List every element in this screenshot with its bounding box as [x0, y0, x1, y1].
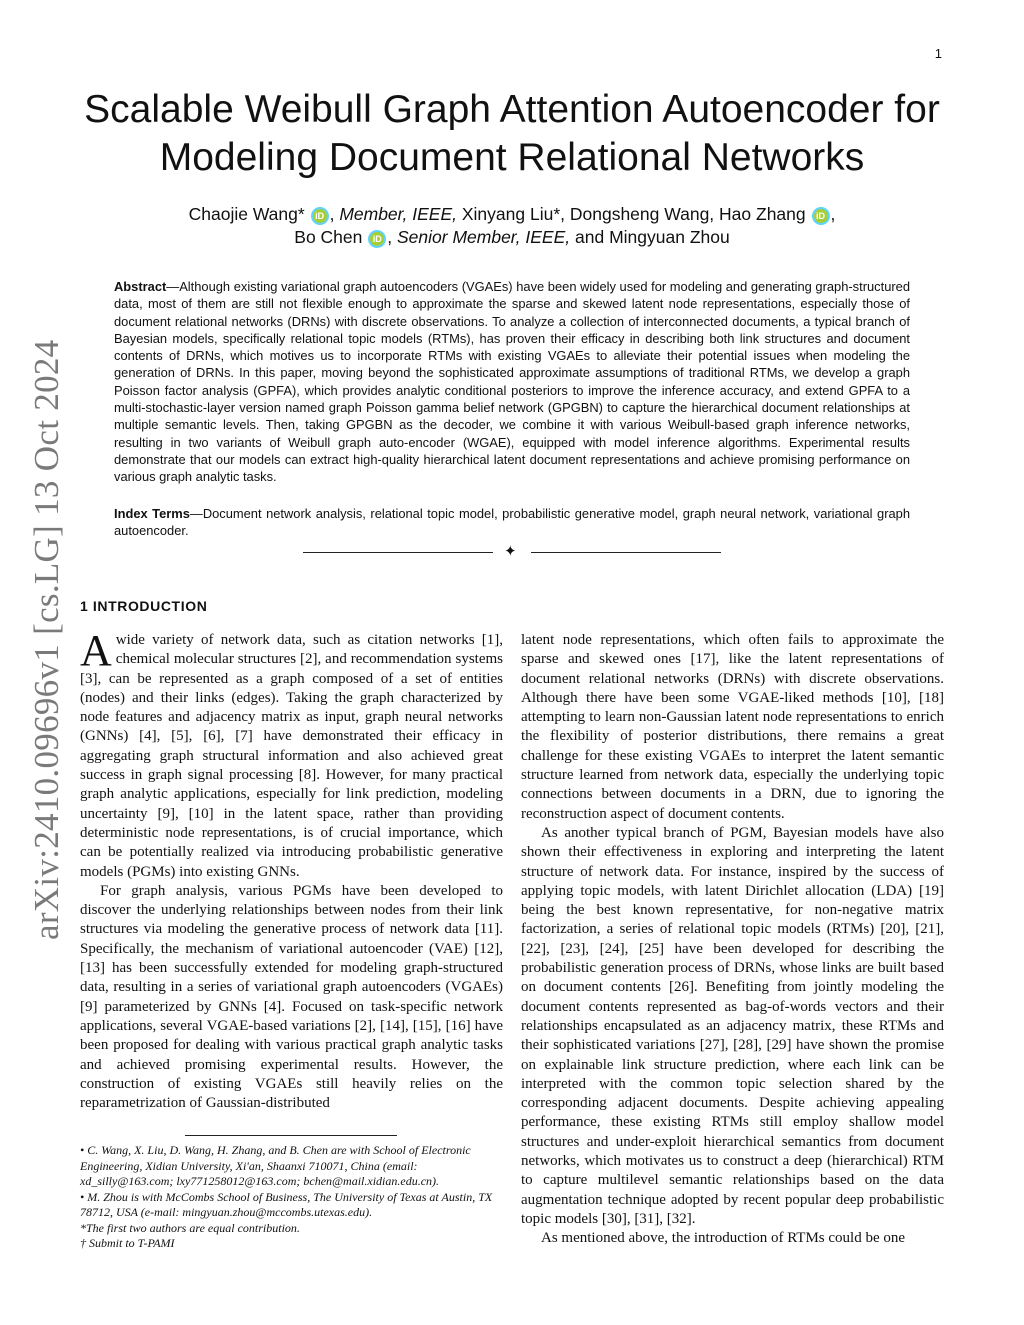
body-column-right: [521, 631, 944, 1249]
footnote: • M. Zhou is with McCombs School of Business, The University of Texas at Austin, TX 78712, USA (e-mail: mingyuan.zhou@mccombs.utexas.edu).: [80, 1189, 493, 1219]
author-5-membership: Senior Member, IEEE,: [397, 227, 571, 247]
footnote-rule: [185, 1135, 397, 1136]
page-number: 1: [934, 46, 942, 61]
paragraph: As mentioned above, the introduction of RTMs could be one: [541, 1230, 906, 1247]
body-column-left: [80, 626, 503, 1113]
footnote: † Submit to T-PAMI: [80, 1236, 175, 1250]
orcid-icon[interactable]: iD: [311, 207, 329, 225]
author-5: Bo Chen: [294, 227, 363, 247]
author-last: and Mingyuan Zhou: [575, 227, 730, 247]
orcid-icon[interactable]: iD: [368, 230, 386, 248]
abstract-label: Abstract: [114, 279, 167, 294]
abstract-text: —Although existing variational graph autoencoders (VGAEs) have been widely used for modeling and generating graph-structured data, most of them are still not flexible enough to approximate the sparse and skewed latent node representations, especially those of document relational networks (DRNs) with discrete observations. To analyze a collection of interconnected documents, a typical branch of Bayesian models, specifically relational topic models (RTMs), has proven their efficacy in describing both link structures and document contents of DRNs, which motives us to incorporate RTMs with existing VGAEs to alleviate their potential issues when modeling the generation of DRNs. In this paper, moving beyond the sophisticated approximate assumptions of traditional RTMs, we develop a graph Poisson factor analysis (GPFA), which provides analytic conditional posteriors to improve the inference accuracy, and extend GPFA to a multi-stochastic-layer version named graph Poisson gamma belief network (GPGBN) to capture the hierarchical document relationships at multiple semantic levels. Then, taking GPGBN as the decoder, we combine it with various Weibull-based graph inference networks, resulting in two variants of Weibull graph auto-encoder (WGAE), equipped with model inference algorithms. Experimental results demonstrate that our models can extract high-quality hierarchical latent document representations and achieve promising performance on various graph analytic tasks.: [114, 279, 910, 485]
author-1: Chaojie Wang*: [188, 204, 305, 224]
paragraph: [80, 626, 503, 882]
orcid-icon[interactable]: iD: [812, 207, 830, 225]
author-1-membership: Member, IEEE,: [339, 204, 457, 224]
abstract: [114, 278, 910, 486]
footnotes: [80, 1143, 503, 1252]
footnote: *The first two authors are equal contribution.: [80, 1220, 300, 1235]
index-terms: [114, 505, 910, 540]
separator-diamond-icon: ✦: [504, 543, 517, 560]
authors-2-to-4: Xinyang Liu*, Dongsheng Wang, Hao Zhang: [461, 204, 806, 224]
separator-rule-left: [303, 552, 493, 553]
paper-title: [60, 86, 964, 182]
arxiv-identifier-stamp: arXiv:2410.09696v1 [cs.LG] 13 Oct 2024: [27, 339, 66, 940]
author-list: Chaojie Wang* iD , Member, IEEE, Xinyang Liu*, Dongsheng Wang, Hao Zhang iD , Bo Chen iD , Senior Member, IEEE, and Mingyuan Zhou: [188, 204, 836, 247]
index-terms-text: —Document network analysis, relational topic model, probabilistic generative model, graph neural network, variational graph autoencoder.: [114, 506, 911, 539]
title-line-1: Scalable Weibull Graph Attention Autoencoder for: [84, 88, 940, 131]
paragraph: As another typical branch of PGM, Bayesian models have also shown their effectiveness in exploring and interpreting the latent structure of network data. For instance, inspired by the success of applying topic models, with latent Dirichlet allocation (LDA) [19] being the best known representative, for non-negative matrix factorization, a series of relational topic models (RTMs) [20], [21], [22], [23], [24], [25] have been developed for describing the probabilistic generation process of DRNs, whose links are built based on document contents [26]. Benefiting from jointly modeling the document contents represented as bag-of-words vectors and their relationships encapsulated as an adjacency matrix, these RTMs and their sophisticated variations [27], [28], [29] have shown the promise on explainable link structure prediction, where each link can be interpreted with the common topic selection shared by the corresponding adjacent documents. Despite achieving appealing performance, these existing RTMs still employ shallow model structures and under-exploit hierarchical semantics from document networks, which motivates us to construct a deep (hierarchical) RTM to capture multilevel semantic relationships based on the data augmentation technique adopted by recent popular deep probabilistic topic models [30], [31], [32].: [521, 824, 944, 1227]
footnote: • C. Wang, X. Liu, D. Wang, H. Zhang, and B. Chen are with School of Electronic Engineering, Xidian University, Xi'an, Shaanxi 710071, China (email: xd_silly@163.com; lxy771258012@163.com; bchen@mail.xidian.edu.cn).: [80, 1143, 471, 1188]
section-heading-introduction: 1 INTRODUCTION: [80, 598, 208, 614]
paragraph: latent node representations, which often fails to approximate the sparse and skewed ones [17], like the latent representations of document relational networks (DRNs) with discrete observations. Although there have been some VGAE-liked methods [10], [18] attempting to learn non-Gaussian latent node representations to enrich the flexibility of posterior distributions, there remains a great challenge for these existing VGAEs to interpret the latent semantic structure learned from network data, especially the underlying topic connections between documents in a DRN, due to ignoring the reconstruction aspect of document contents.: [521, 632, 944, 822]
paragraph-text: wide variety of network data, such as citation networks [1], chemical molecular structures [2], and recommendation systems [3], can be represented as a graph composed of a set of entities (nodes) and their links (edges). Taking the graph characterized by node features and adjacency matrix as input, graph neural networks (GNNs) [4], [5], [6], [7] have demonstrated their efficacy in aggregating graph structural information and also achieved great success in graph signal processing [8]. However, for many practical graph analytic applications, especially for link prediction, modeling uncertainty [9], [10] in the latent space, rather than providing deterministic node representations, is of crucial importance, which can be potentially realized via introducing probabilistic generative models (PGMs) into existing GNNs.: [80, 632, 503, 880]
drop-cap: A: [80, 626, 112, 675]
title-line-2: Modeling Document Relational Networks: [159, 136, 865, 179]
separator-rule-right: [531, 552, 721, 553]
paragraph: For graph analysis, various PGMs have been developed to discover the underlying relationships between nodes from their link structures via modeling the generative process of network data [11]. Specifically, the mechanism of variational autoencoder (VAE) [12], [13] has been successfully extended for modeling graph-structured data, resulting in a series of variational graph autoencoders (VGAEs) [9] parameterized by GNNs [4]. Focused on task-specific network applications, several VGAE-based variations [2], [14], [15], [16] have been proposed for dealing with various practical graph analytic tasks and achieved promising experimental results. However, the construction of existing VGAEs still heavily relies on the reparametrization of Gaussian-distributed: [80, 882, 503, 1112]
index-terms-label: Index Terms: [114, 506, 190, 521]
